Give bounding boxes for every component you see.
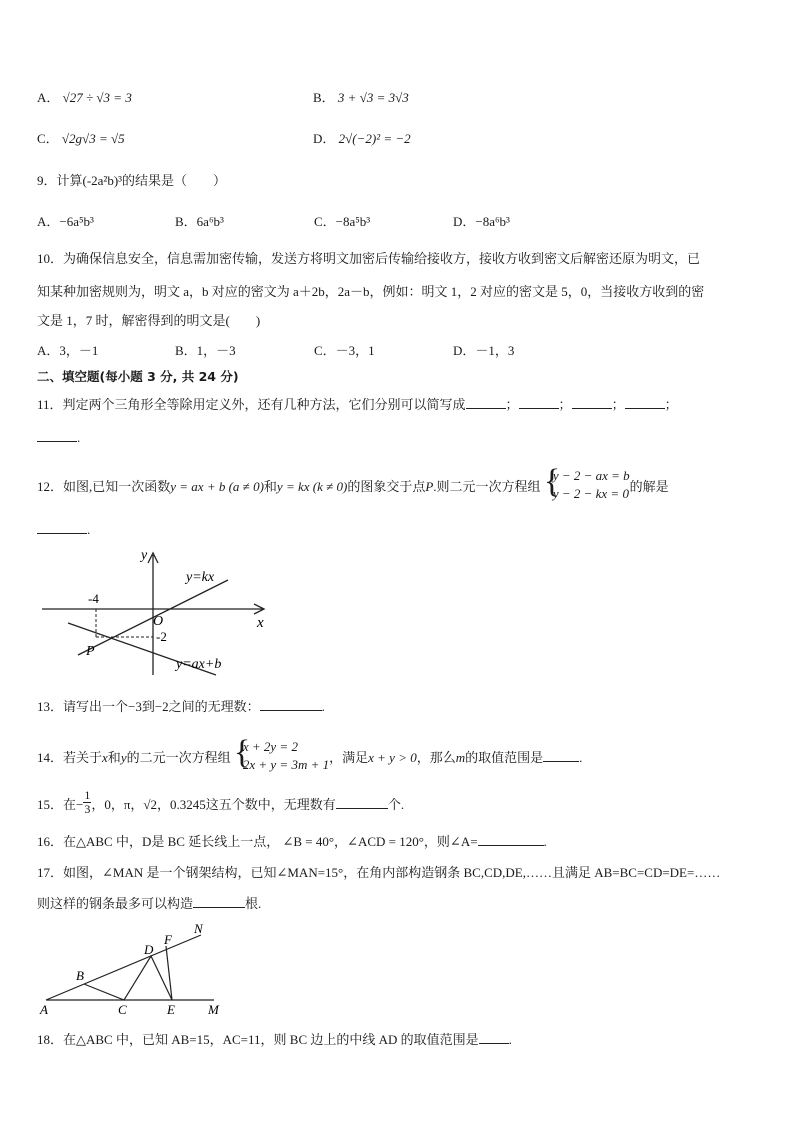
label-a: A — [40, 1002, 48, 1017]
q12-text: 的图象交于点 — [347, 478, 426, 494]
q11-line-2 — [37, 428, 80, 447]
q15-end: 个. — [387, 797, 405, 812]
q14-text: 的取值范围是 — [465, 749, 544, 765]
period: . — [77, 430, 81, 445]
function-graph-figure — [38, 545, 278, 680]
q10-option-c: C．－3，1 — [314, 343, 375, 358]
tick-neg-4: -4 — [88, 591, 99, 606]
answer-blank[interactable] — [466, 395, 506, 409]
steel-frame-figure — [36, 920, 236, 1020]
y-axis-label: y — [141, 548, 148, 563]
point-p: P — [425, 478, 434, 494]
q9-stem: 9．计算(-2a²b)³的结果是（ ） — [37, 173, 227, 188]
option-expression: 2√(−2)² = −2 — [338, 131, 411, 146]
numerator: 1 — [84, 787, 91, 802]
q11-stem: 11．判定两个三角形全等除用定义外，还有几种方法，它们分别可以简写成 — [37, 397, 466, 412]
answer-blank[interactable] — [336, 795, 388, 809]
q18-text: 18．在△ABC 中，已知 AB=15，AC=11，则 BC 边上的中线 AD 的取值范围是 — [37, 1032, 479, 1047]
q17-line-2 — [37, 894, 261, 913]
option-label: D． — [313, 131, 336, 146]
separator: ； — [505, 397, 519, 412]
period: . — [321, 699, 325, 714]
brace: { — [233, 734, 251, 771]
period: . — [508, 1032, 512, 1047]
tick-neg-2: -2 — [156, 629, 167, 644]
q18 — [37, 1030, 512, 1049]
section-heading: 二、填空题(每小题 3 分, 共 24 分) — [37, 369, 239, 384]
equation-system — [543, 463, 630, 503]
q12-text: 的解是 — [629, 478, 669, 494]
point-p-label: P — [86, 644, 95, 659]
function-1: y = ax + b (a ≠ 0) — [170, 478, 264, 494]
function-2: y = kx (k ≠ 0) — [276, 478, 348, 494]
var-m: m — [455, 749, 466, 765]
equation-2: y − 2 − kx = 0 — [552, 486, 629, 501]
q10-line-2: 知某种加密规则为，明文 a，b 对应的密文为 a＋2b，2a－b，例如：明文 1，2 对应的密文是 5，0，当接收方收到的密 — [37, 284, 705, 299]
answer-blank[interactable] — [625, 395, 665, 409]
q15-text: 15．在 — [37, 797, 77, 812]
answer-blank[interactable] — [519, 395, 559, 409]
label-c: C — [118, 1002, 127, 1017]
q10-option-b: B．1，－3 — [175, 343, 236, 358]
equation-2: 2x + y = 3m + 1 — [242, 757, 330, 772]
answer-blank[interactable] — [572, 395, 612, 409]
answer-blank[interactable] — [478, 832, 544, 846]
answer-blank[interactable] — [260, 697, 322, 711]
label-e: E — [167, 1002, 175, 1017]
q8-option-a — [37, 89, 132, 107]
separator: ； — [611, 397, 625, 412]
option-expression: √27 ÷ √3 = 3 — [62, 90, 132, 105]
answer-blank[interactable] — [193, 894, 245, 908]
equation-system — [233, 734, 330, 774]
origin-label: O — [153, 614, 164, 629]
label-n: N — [194, 921, 203, 936]
period: . — [579, 749, 583, 765]
label-b: B — [76, 968, 84, 983]
line-ax-b-label: y=ax+b — [176, 657, 222, 672]
q8-option-b — [313, 89, 409, 107]
label-d: D — [144, 942, 154, 957]
q9-option-a: A．−6a⁵b³ — [37, 214, 94, 229]
q8-option-d — [313, 130, 411, 148]
q15-text: ，0，π，√2，0.3245这五个数中，无理数有 — [91, 797, 336, 812]
q9-option-d: D．−8a⁶b³ — [453, 214, 510, 229]
q13 — [37, 697, 325, 716]
label-f: F — [164, 932, 172, 947]
ray-an — [46, 935, 201, 1000]
q9-option-b: B．6a⁶b³ — [175, 214, 224, 229]
minus-sign: − — [76, 797, 84, 812]
label-m: M — [208, 1002, 219, 1017]
var-y: y — [120, 749, 127, 765]
q10-option-a: A．3，－1 — [37, 343, 99, 358]
q8-option-c — [37, 130, 125, 148]
q14-text: 和 — [107, 749, 121, 765]
q12-text: 12．如图,已知一次函数 — [37, 478, 171, 494]
option-label: C． — [37, 131, 59, 146]
line-kx-label: y=kx — [186, 570, 215, 585]
q16-text: 16．在△ABC 中，D是 BC 延长线上一点， ∠B = 40°，∠ACD = 120°，则∠A= — [37, 834, 478, 849]
q17-text: 根. — [245, 896, 262, 911]
q15 — [37, 787, 405, 816]
q10-option-d: D．－1，3 — [453, 343, 515, 358]
q17-line-1: 17．如图，∠MAN 是一个钢架结构，已知∠MAN=15°，在角内部构造钢条 BC,CD,DE,……且满足 AB=BC=CD=DE=…… — [37, 865, 721, 880]
separator: ； — [558, 397, 572, 412]
denominator: 3 — [84, 801, 91, 816]
var-x: x — [102, 749, 108, 765]
option-label: B． — [313, 90, 335, 105]
period: . — [87, 522, 91, 537]
answer-blank[interactable] — [543, 748, 579, 762]
option-expression: √2g√3 = √5 — [61, 131, 125, 146]
steel-bars — [84, 946, 172, 1000]
q11-line-1 — [37, 395, 678, 414]
q12-text: 和 — [263, 478, 277, 494]
period: . — [543, 834, 547, 849]
option-expression: 3 + √3 = 3√3 — [337, 90, 409, 105]
q14-text: 14．若关于 — [37, 749, 103, 765]
q14-text: ，满足 — [329, 749, 369, 765]
q10-line-1: 10．为确保信息安全，信息需加密传输，发送方将明文加密后传输给接收方，接收方收到密文后解密还原为明文，已 — [37, 251, 701, 266]
q14-text: 的二元一次方程组 — [126, 749, 231, 765]
q12-answer-line — [37, 520, 90, 539]
q14 — [37, 734, 583, 774]
answer-blank[interactable] — [37, 520, 87, 534]
x-axis-label: x — [257, 615, 264, 631]
separator: ； — [664, 397, 678, 412]
q12-text: .则二元一次方程组 — [433, 478, 541, 494]
condition: x + y > 0 — [368, 749, 417, 765]
q13-text: 13．请写出一个−3到−2之间的无理数： — [37, 699, 260, 714]
q10-line-3: 文是 1，7 时，解密得到的明文是( ) — [37, 313, 261, 328]
q17-text: 则这样的钢条最多可以构造 — [37, 896, 194, 911]
equation-1: y − 2 − ax = b — [552, 468, 630, 483]
brace: { — [543, 463, 561, 500]
equation-1: x + 2y = 2 — [242, 739, 298, 754]
answer-blank[interactable] — [479, 1030, 509, 1044]
q9-option-c: C．−8a⁵b³ — [314, 214, 371, 229]
answer-blank[interactable] — [37, 428, 77, 442]
option-label: A． — [37, 90, 60, 105]
q12-stem — [37, 463, 669, 503]
q14-text: ，那么 — [416, 749, 456, 765]
q16 — [37, 832, 547, 851]
